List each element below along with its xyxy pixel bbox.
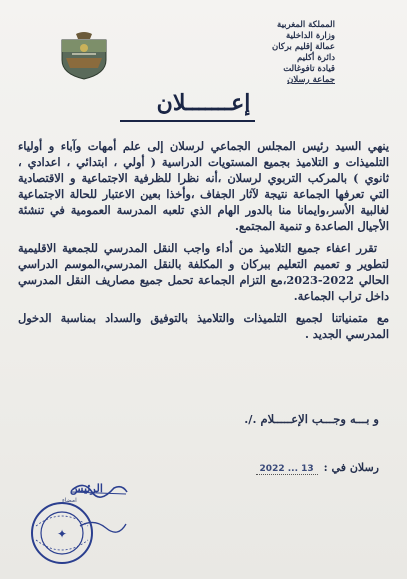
header-line-commune: جماعة رسلان <box>287 75 335 85</box>
signature-title: الرئيس <box>70 482 103 495</box>
paragraph-wishes: مع متمنياتنا لجميع التلميذات والتلاميذ بالتوفيق والسداد بمناسبة الدخول المدرسي الجديد . <box>18 311 389 341</box>
signature-sub-label: امضاء <box>62 497 77 504</box>
header-line-circle: دائرة أكليم <box>296 53 335 63</box>
title-underline <box>120 120 255 122</box>
date-label: رسلان في : <box>323 461 379 474</box>
announcement-body <box>18 138 389 348</box>
svg-text:✦: ✦ <box>56 527 68 541</box>
official-header <box>225 20 335 86</box>
date-value: 13 ... 2022 <box>256 464 318 475</box>
header-line-kingdom: المملكة المغربية <box>277 20 335 30</box>
closing-formula: و بـــه وجـــب الإعـــــلام ./. <box>244 412 379 426</box>
header-line-prefecture: عمالة إقليم بركان <box>271 42 335 52</box>
announcement-title: إعـــــــلان <box>156 90 251 116</box>
header-line-ministry: وزارة الداخلية <box>285 31 335 41</box>
commune-emblem-icon <box>58 30 110 80</box>
paragraph-intro: ينهي السيد رئيس المجلس الجماعي لرسلان إلى علم أمهات وآباء و أولياء التلميذات و التلاميذ بجميع المستويات الدراسية ( أولي ، ابتدائي ، اعدادي ، ثانوي ) بالمركب التربوي لرسلان ،أنه نظرا للظرفية الاجتماعية و الاقتصادية التي تعرفها الجماعة نتيجة لآثار الجفاف ،وأخذا بعين الاعتبار للحالة الاجتماعية لغالبية الأسر،وايمانا منا بالدور الهام الذي تلعبه المدرسة العمومية في تنشئة الأجيال الصاعدة و تنمية المجتمع. <box>18 139 389 233</box>
paragraph-decision: تقرر اعفاء جميع التلاميذ من أداء واجب النقل المدرسي للجمعية الاقليمية لتطوير و تعميم التعليم ببركان و المكلفة بالنقل المدرسي،الموسم الدراسي الحالي 2022-2023،مع التزام الجماعة تحمل جميع مصاريف النقل المدرسي داخل تراب الجماعة. <box>18 241 389 303</box>
header-line-caidat: قيادة تافوغالت <box>283 64 335 74</box>
date-line <box>256 461 379 475</box>
